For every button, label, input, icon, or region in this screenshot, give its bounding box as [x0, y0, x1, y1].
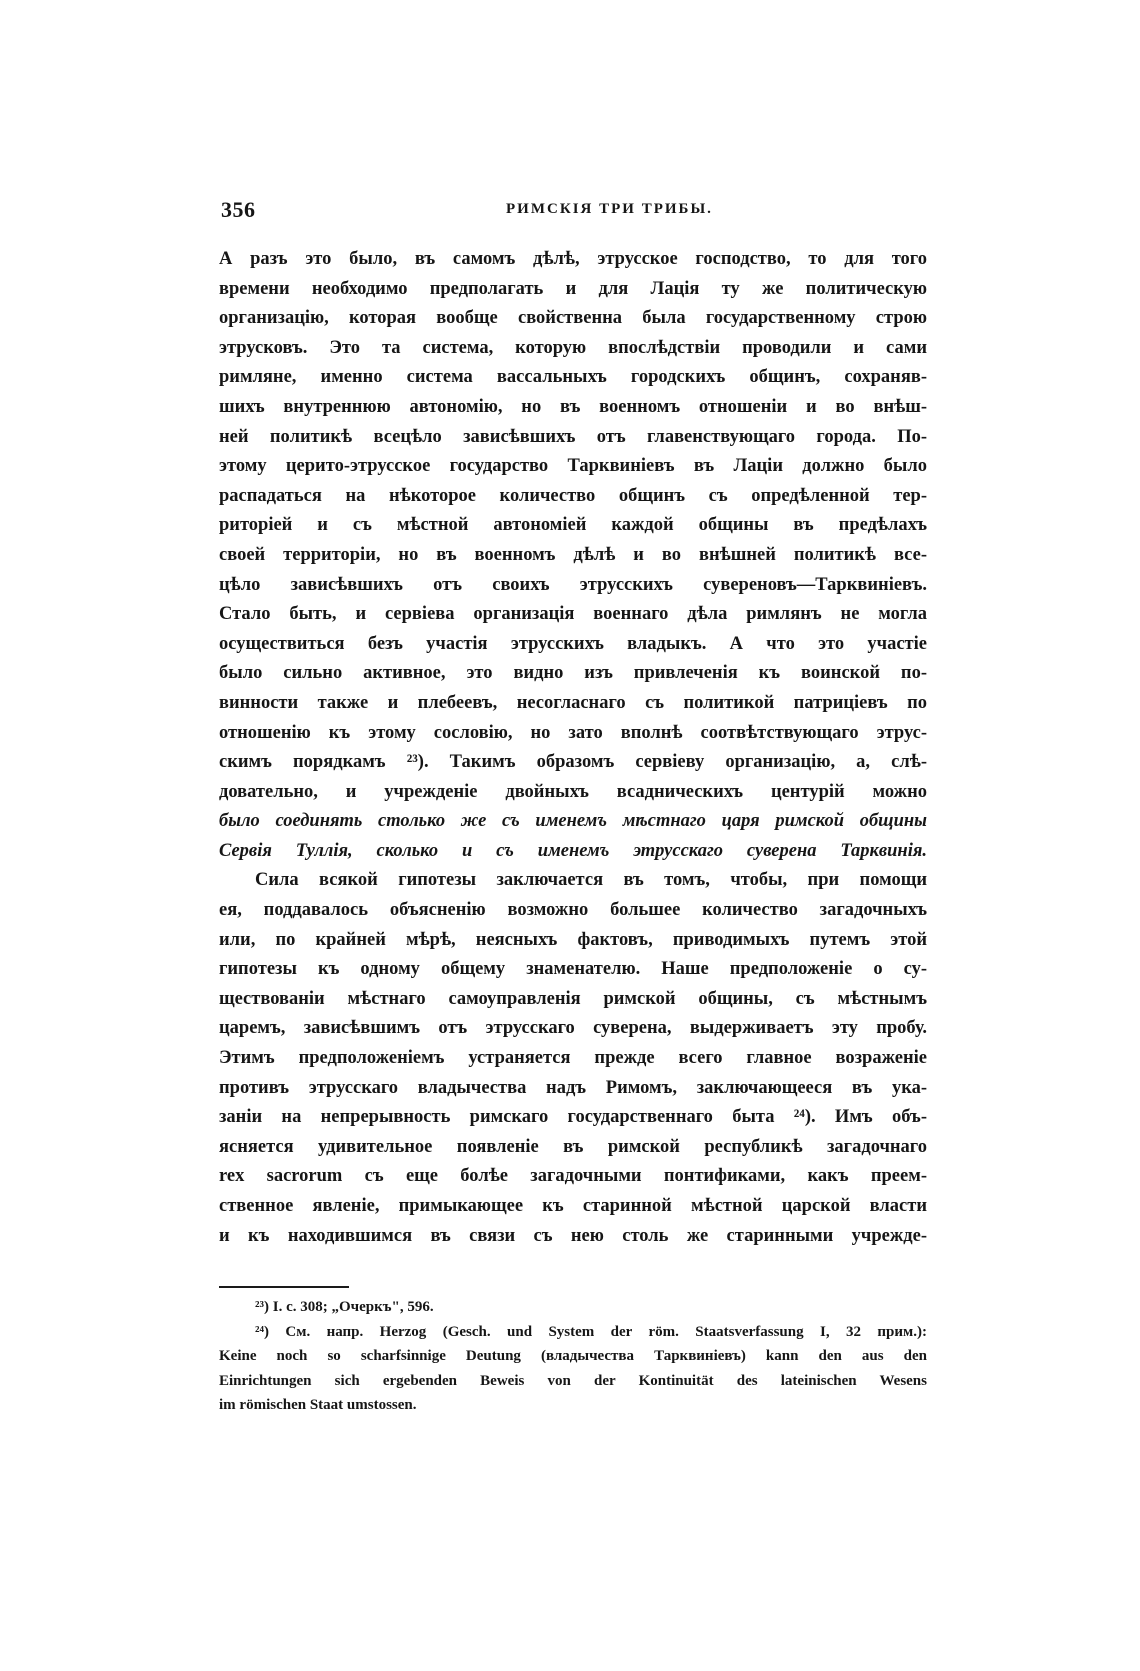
text-line: скимъ порядкамъ ²³). Такимъ образомъ сервiеву организацiю, а, слѣ-	[219, 752, 927, 773]
text-line: ясняется удивительное появленiе въ римской республикѣ загадочнаго	[219, 1136, 927, 1157]
page-header	[221, 197, 903, 227]
text-line: винности также и плебеевъ, несогласнаго съ политикой патрицiевъ по	[219, 692, 927, 713]
text-line: шихъ внутреннюю автономiю, но въ военномъ отношенiи и во внѣш-	[219, 396, 927, 417]
text-line: ществованiи мѣстнаго самоуправленiя римской общины, съ мѣстнымъ	[219, 988, 927, 1009]
text-line: римляне, именно система вассальныхъ городскихъ общинъ, сохраняв-	[219, 367, 927, 388]
text-line-italic: Сервiя Туллiя, сколько и съ именемъ этрусскаго суверена Тарквинiя.	[219, 840, 927, 861]
text-line: Стало быть, и сервiева организацiя военнаго дѣла римлянъ не могла	[219, 604, 927, 625]
text-line: ней политикѣ всецѣло зависѣвшихъ отъ главенствующаго города. По-	[219, 426, 927, 447]
text-line: времени необходимо предполагать и для Лацiя ту же политическую	[219, 278, 927, 299]
page-number: 356	[221, 197, 256, 222]
text-line: распадаться на нѣкоторое количество общинъ съ опредѣленной тер-	[219, 485, 927, 506]
text-line-paragraph-start: Сила всякой гипотезы заключается въ томъ, чтобы, при помощи	[255, 870, 927, 891]
text-line: своей территорiи, но въ военномъ дѣлѣ и во внѣшней политикѣ все-	[219, 544, 927, 565]
running-title: РИМСКІЯ ТРИ ТРИБЫ.	[506, 201, 713, 217]
text-line: царемъ, зависѣвшимъ отъ этрусскаго суверена, выдерживаетъ эту пробу.	[219, 1018, 927, 1039]
text-line: риторiей и съ мѣстной автономiей каждой общины въ предѣлахъ	[219, 515, 927, 536]
footnote-line: Einrichtungen sich ergebenden Beweis von der Kontinuität des lateinischen Wesens	[219, 1372, 927, 1389]
text-line: организацiю, которая вообще свойственна была государственному строю	[219, 308, 927, 329]
main-text	[219, 245, 927, 1251]
footnote-divider	[219, 1286, 349, 1288]
text-line: rex sacrorum съ еще болѣе загадочными понтификами, какъ преем-	[219, 1166, 927, 1187]
text-line: занiи на непрерывность римскаго государственнаго быта ²⁴). Имъ объ-	[219, 1107, 927, 1128]
text-line: осуществиться безъ участiя этрусскихъ владыкъ. А что это участiе	[219, 633, 927, 654]
text-line: довательно, и учрежденiе двойныхъ всадническихъ центурiй можно	[219, 781, 927, 802]
text-line: было сильно активное, это видно изъ привлеченiя къ воинской по-	[219, 663, 927, 684]
text-line: и къ находившимся въ связи съ нею столь же старинными учрежде-	[219, 1225, 927, 1246]
footnote-23: ²³) I. с. 308; „Очеркъ", 596.	[255, 1299, 434, 1315]
text-line: Этимъ предположенiемъ устраняется прежде всего главное возраженiе	[219, 1048, 927, 1069]
footnote-line: im römischen Staat umstossen.	[219, 1397, 417, 1413]
footnotes	[219, 1295, 927, 1418]
text-line: А разъ это было, въ самомъ дѣлѣ, этрусское господство, то для того	[219, 249, 927, 269]
text-line: цѣло зависѣвшихъ отъ своихъ этрусскихъ сувереновъ—Тарквинiевъ.	[219, 574, 927, 595]
text-line: этрусковъ. Это та система, которую впослѣдствiи проводили и сами	[219, 337, 927, 358]
text-line: противъ этрусскаго владычества надъ Римомъ, заключающееся въ ука-	[219, 1077, 927, 1098]
text-line: ственное явленiе, примыкающее къ старинной мѣстной царской власти	[219, 1196, 927, 1216]
text-line: этому церито-этрусское государство Тарквинiевъ въ Лацiи должно было	[219, 456, 927, 477]
text-line-italic: было соединять столько же съ именемъ мѣстнаго царя римской общины	[219, 811, 927, 832]
text-line: ея, поддавалось объясненiю возможно большее количество загадочныхъ	[219, 900, 927, 921]
text-line: или, по крайней мѣрѣ, неясныхъ фактовъ, приводимыхъ путемъ этой	[219, 929, 927, 950]
footnote-line: Keine noch so scharfsinnige Deutung (владычества Тарквинiевъ) kann den aus den	[219, 1348, 927, 1364]
footnote-24: ²⁴) См. напр. Herzog (Gesch. und System der röm. Staatsverfassung I, 32 прим.):	[255, 1323, 927, 1340]
text-line: гипотезы къ одному общему знаменателю. Наше предположенiе о су-	[219, 959, 927, 980]
text-line: отношенiю къ этому сословiю, но зато вполнѣ соотвѣтствующаго этрус-	[219, 722, 927, 743]
